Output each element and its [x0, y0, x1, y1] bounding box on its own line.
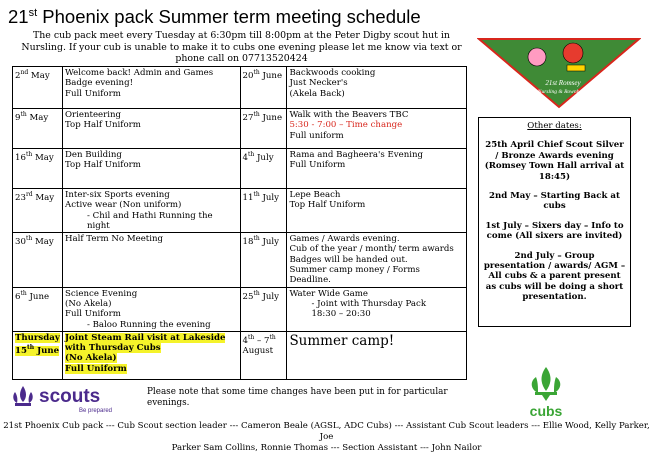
activity-line: Science Evening — [64, 288, 138, 299]
date-cell — [13, 287, 63, 331]
date-month: May — [32, 192, 55, 203]
date-day: 20 — [242, 70, 254, 81]
activity-line: Cub of the year / month/ term awards — [289, 244, 454, 255]
activity-line: Badge evening! — [64, 78, 134, 89]
footer-leaders — [0, 421, 653, 453]
activity-line: Full Uniform — [64, 88, 121, 99]
date-cell — [240, 233, 287, 287]
table-row — [13, 189, 467, 233]
date-cell — [13, 189, 63, 233]
badge-line-1: 21st Romsey — [545, 79, 581, 87]
activity-line: Top Half Uniform — [289, 200, 366, 211]
date-month: June — [259, 112, 283, 123]
date-cell — [13, 331, 63, 379]
date-suffix: th — [247, 151, 255, 158]
date-month: July — [259, 237, 280, 248]
pack-badge-logo — [477, 37, 641, 109]
date-cell — [13, 233, 63, 287]
date-month: May — [32, 152, 54, 163]
activity-line: Water Wide Game — [289, 288, 368, 299]
page-title: 21st Phoenix pack Summer term meeting schedule — [8, 6, 421, 27]
date-day: 18 — [242, 237, 254, 248]
table-row — [13, 109, 467, 149]
date-month: June — [259, 70, 283, 81]
date-cell — [13, 67, 63, 109]
activity-line: (Akela Back) — [289, 88, 345, 99]
date-month: July — [254, 152, 274, 163]
date-day: 6 — [15, 291, 21, 302]
activity-subpoint: 18:30 – 20:30 — [311, 309, 371, 320]
activity-cell — [287, 233, 467, 287]
date-month: July — [259, 192, 280, 203]
activity-subpoint: - Chil and Hathi Running the night — [86, 210, 213, 231]
date-suffix: th — [20, 111, 27, 118]
date-cell — [240, 331, 287, 379]
activity-line — [65, 364, 238, 374]
date-suffix: th — [253, 235, 260, 243]
activity-line: Full Uniform — [64, 309, 121, 320]
activity-line: Rama and Bagheera's Evening — [289, 150, 424, 160]
activity-subpoint: - Joint with Thursday Pack — [311, 298, 427, 309]
date-day: – 7 — [254, 335, 270, 346]
table-row — [13, 149, 467, 189]
activity-line: Active wear (Non uniform) — [64, 200, 182, 211]
date-suffix: th — [20, 289, 27, 297]
date-day: Thursday 15 — [15, 332, 60, 357]
activity-cell — [62, 233, 240, 287]
date-day: 30 — [15, 237, 26, 248]
activity-line: Walk with the Beavers TBC — [289, 110, 409, 120]
date-day: 23 — [15, 192, 26, 203]
activity-line: Badges will be handed out. — [289, 254, 408, 265]
activity-line: Top Half Uniform — [64, 120, 141, 131]
scouts-tagline: Be prepared — [79, 408, 113, 414]
activity-line: (No Akela) — [64, 298, 112, 309]
activity-line: Top Half Uniform — [64, 160, 141, 171]
activity-line: Den Building — [64, 150, 122, 160]
activity-line: Just Necker's — [289, 78, 348, 89]
date-suffix: th — [269, 333, 276, 341]
date-suffix: rd — [25, 191, 33, 198]
date-cell — [240, 109, 287, 149]
date-suffix: th — [247, 333, 255, 341]
date-cell — [240, 287, 287, 331]
date-month: May — [26, 112, 49, 123]
other-dates-heading: Other dates: — [527, 121, 582, 131]
footer-line: Parker Sam Collins, Ronnie Thomas --- Section Assistant --- John Nailor — [171, 443, 482, 453]
activity-cell — [287, 189, 467, 233]
date-cell — [240, 189, 287, 233]
activity-cell — [62, 149, 240, 189]
date-day: 16 — [15, 152, 26, 163]
date-cell — [240, 67, 287, 109]
date-suffix: th — [25, 151, 33, 158]
activity-line — [65, 333, 238, 354]
date-cell — [240, 149, 287, 189]
scouts-wordmark: scouts — [39, 386, 101, 407]
other-date-item: 25th April Chief Scout Silver / Bronze Awards evening (Romsey Town Hall arrival at 18:45) — [484, 140, 625, 182]
other-date-item: 2nd May – Starting Back at cubs — [489, 191, 620, 212]
other-dates-box — [478, 117, 631, 327]
highlighted-activity: (No Akela) — [64, 353, 117, 364]
table-row — [13, 233, 467, 287]
date-suffix: nd — [20, 69, 29, 76]
scouts-logo — [9, 382, 127, 418]
intro-text: The cub pack meet every Tuesday at 6:30pm till 8:00pm at the Peter Digby scout hut in Nursling. If your cub is unable to make it to cubs one evening please let me know via text or phone call on 07713520424 — [21, 30, 462, 64]
date-day: 25 — [242, 291, 254, 302]
date-suffix: th — [253, 289, 260, 297]
date-day: 9 — [15, 112, 21, 123]
activity-line: Inter-six Sports evening — [64, 190, 170, 200]
table-row — [13, 331, 467, 379]
schedule-table — [12, 66, 467, 380]
other-date-item: 2nd July – Group presentation / awards/ AGM – All cubs & a parent present as cubs will be doing a short presentation. — [483, 250, 626, 303]
activity-cell — [62, 287, 240, 331]
date-suffix: th — [253, 69, 260, 76]
table-row — [13, 287, 467, 331]
cubs-wordmark: cubs — [529, 403, 563, 419]
time-change-text: 5:30 - 7:00 – Time change — [289, 120, 403, 131]
activity-line: Welcome back! Admin and Games — [64, 68, 214, 78]
date-month: June — [26, 291, 50, 302]
date-cell — [13, 109, 63, 149]
activity-line: Orienteering — [64, 110, 122, 120]
highlighted-activity: Full Uniform — [64, 363, 127, 374]
activity-cell — [287, 109, 467, 149]
date-day: 2 — [15, 70, 21, 81]
badge-line-2: Nursling & Rownhams — [537, 89, 589, 95]
activity-cell — [287, 149, 467, 189]
activity-cell — [62, 109, 240, 149]
date-month: July — [259, 291, 280, 302]
activity-cell — [287, 287, 467, 331]
date-suffix: th — [26, 344, 35, 352]
table-row — [13, 67, 467, 109]
cubs-logo — [516, 365, 576, 420]
highlighted-activity: Joint Steam Rail visit at Lakeside with Thursday Cubs — [64, 332, 226, 354]
activity-subpoint: - Baloo Running the evening — [86, 319, 211, 330]
other-date-item: 1st July – Sixers day – Info to come (All sixers are invited) — [485, 220, 624, 242]
highlighted-date — [15, 333, 60, 356]
date-month: May — [28, 70, 50, 81]
activity-line: Lepe Beach — [289, 190, 341, 200]
activity-line: Backwoods cooking — [289, 68, 376, 78]
date-suffix: th — [253, 191, 260, 198]
footer-line: 21st Phoenix Cub pack --- Cub Scout section leader --- Cameron Beale (AGSL, ADC Cubs) --- Assistant Cub Scout leaders --- Ellie Wood, Kelly Parker, Joe — [3, 421, 650, 442]
activity-line: Half Term No Meeting — [64, 234, 164, 245]
date-day: 27 — [242, 112, 254, 123]
date-day: 4 — [242, 152, 248, 163]
activity-line: Games / Awards evening. — [289, 234, 400, 245]
date-month: May — [32, 237, 54, 248]
activity-cell — [62, 189, 240, 233]
activity-cell — [62, 331, 240, 379]
date-month: June — [34, 346, 60, 357]
activity-line: Full uniform — [289, 130, 344, 141]
date-day: 4 — [242, 335, 248, 346]
time-change-note: Please note that some time changes have been put in for particular evenings. — [147, 387, 448, 408]
date-month: August — [242, 346, 274, 357]
activity-cell — [62, 67, 240, 109]
activity-line: Summer camp money / Forms Deadline. — [289, 265, 420, 286]
activity-line — [65, 353, 238, 363]
activity-cell: Summer camp! — [287, 331, 467, 379]
date-cell — [13, 149, 63, 189]
date-day: 11 — [242, 192, 254, 203]
activity-line: Full Uniform — [289, 160, 346, 171]
date-suffix: th — [253, 111, 260, 118]
date-suffix: th — [25, 235, 33, 243]
activity-cell — [287, 67, 467, 109]
